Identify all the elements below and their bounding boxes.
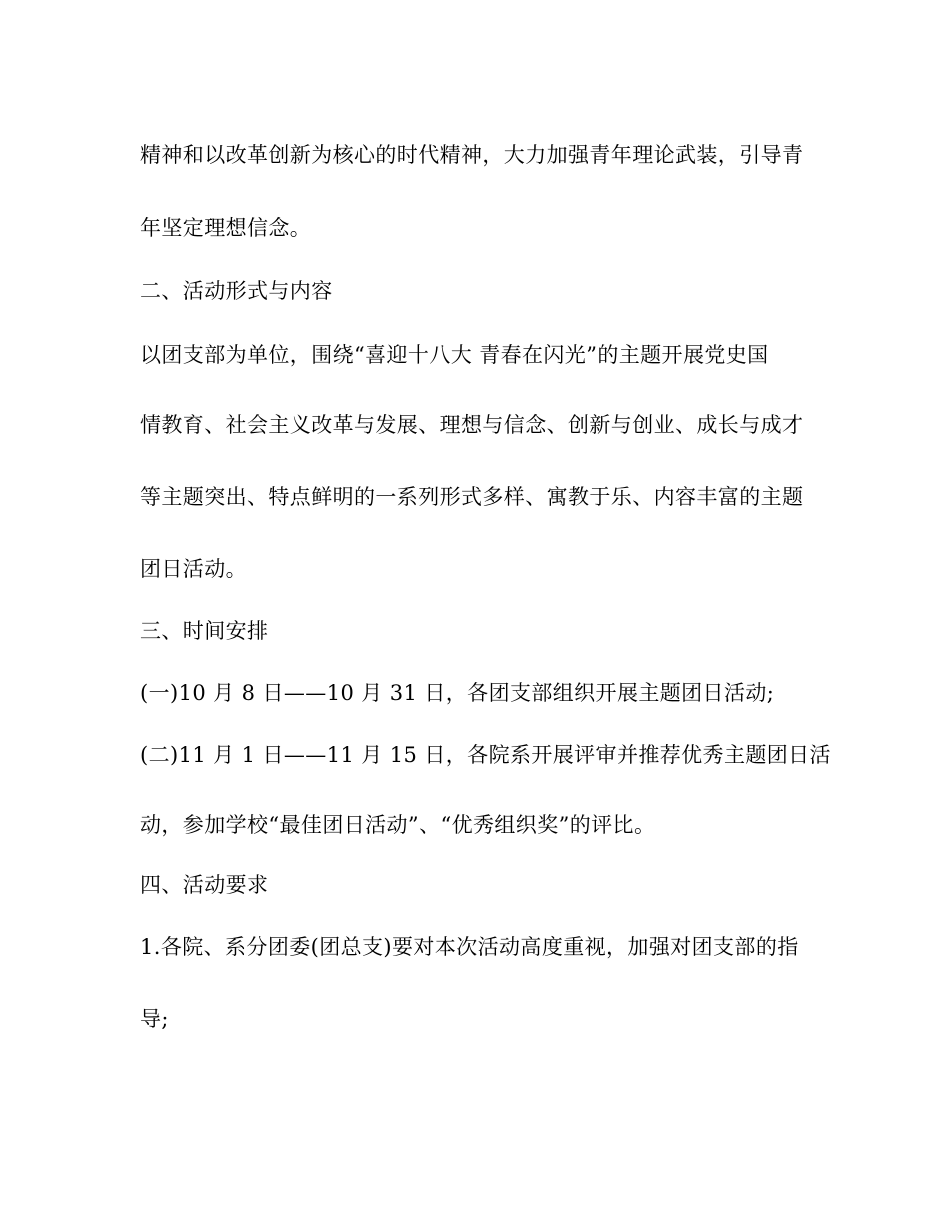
section-heading: 四、活动要求 bbox=[140, 873, 269, 897]
section-heading: 三、时间安排 bbox=[140, 619, 269, 643]
paragraph-line: 以团支部为单位，围绕“喜迎十八大 青春在闪光”的主题开展党史国 bbox=[140, 343, 769, 367]
paragraph-line: (一)10 月 8 日——10 月 31 日，各团支部组织开展主题团日活动; bbox=[140, 681, 775, 705]
paragraph-line: 等主题突出、特点鲜明的一系列形式多样、寓教于乐、内容丰富的主题 bbox=[140, 485, 804, 509]
paragraph-line: (二)11 月 1 日——11 月 15 日，各院系开展评审并推荐优秀主题团日活 bbox=[140, 743, 831, 767]
paragraph-line: 导; bbox=[140, 1007, 169, 1031]
paragraph-line: 1.各院、系分团委(团总支)要对本次活动高度重视，加强对团支部的指 bbox=[140, 935, 799, 959]
paragraph-line: 年坚定理想信念。 bbox=[140, 216, 312, 240]
paragraph-line: 情教育、社会主义改革与发展、理想与信念、创新与创业、成长与成才 bbox=[140, 413, 804, 437]
paragraph-line: 精神和以改革创新为核心的时代精神，大力加强青年理论武装，引导青 bbox=[140, 143, 804, 167]
section-heading: 二、活动形式与内容 bbox=[140, 279, 333, 303]
paragraph-line: 团日活动。 bbox=[140, 557, 247, 581]
paragraph-line: 动，参加学校“最佳团日活动”、“优秀组织奖”的评比。 bbox=[140, 813, 656, 837]
